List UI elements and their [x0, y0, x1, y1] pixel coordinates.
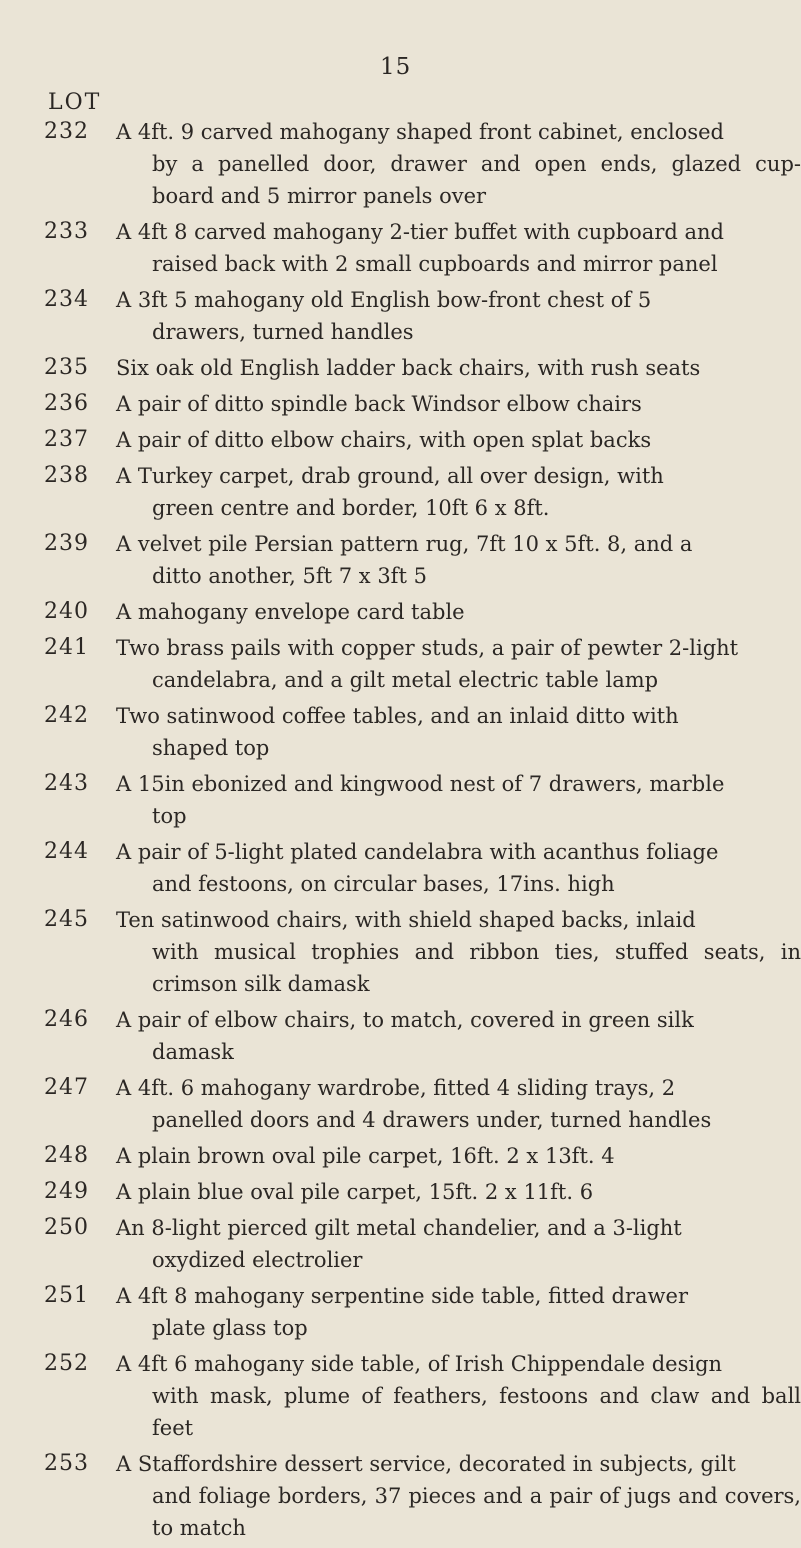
lot-description-first-line: A pair of 5-light plated candelabra with acanthus foliage	[116, 840, 719, 864]
lot-description-continuation: by a panelled door, drawer and open ends, glazed cup- board and 5 mirror panels over	[152, 152, 801, 208]
lot-description	[116, 352, 801, 384]
lot-entry	[0, 836, 801, 900]
lot-description	[116, 1212, 801, 1276]
lot-number: 241	[44, 635, 89, 660]
lot-entry	[0, 1212, 801, 1276]
lot-description-first-line: A 15in ebonized and kingwood nest of 7 drawers, marble	[116, 772, 725, 796]
lot-number: 248	[44, 1143, 89, 1168]
lot-description	[116, 284, 801, 348]
lot-entry	[0, 700, 801, 764]
lot-description-continuation: oxydized electrolier	[152, 1248, 363, 1272]
lot-description	[116, 836, 801, 900]
lot-description	[116, 216, 801, 280]
lot-entry	[0, 596, 801, 628]
lot-description-continuation: drawers, turned handles	[152, 320, 414, 344]
lot-entry	[0, 1004, 801, 1068]
lot-number: 243	[44, 771, 89, 796]
lot-description	[116, 632, 801, 696]
lot-number: 232	[44, 119, 89, 144]
lot-description-first-line: A plain blue oval pile carpet, 15ft. 2 x 11ft. 6	[116, 1180, 594, 1204]
lot-description-continuation: green centre and border, 10ft 6 x 8ft.	[152, 496, 550, 520]
lot-list	[0, 116, 801, 1548]
lot-description-first-line: Two brass pails with copper studs, a pair of pewter 2-light	[116, 636, 739, 660]
lot-entry	[0, 1448, 801, 1544]
lot-description-continuation: top	[152, 804, 187, 828]
page-number: 15	[380, 54, 412, 80]
lot-entry	[0, 904, 801, 1000]
lot-description-first-line: Two satinwood coffee tables, and an inlaid ditto with	[116, 704, 679, 728]
lot-description	[116, 116, 801, 212]
lot-description-continuation: with mask, plume of feathers, festoons and claw and ball feet	[152, 1384, 801, 1440]
lot-description-first-line: Six oak old English ladder back chairs, with rush seats	[116, 356, 701, 380]
lot-description-first-line: A pair of ditto spindle back Windsor elbow chairs	[116, 392, 642, 416]
lot-description-continuation: raised back with 2 small cupboards and mirror panel	[152, 252, 718, 276]
lot-number: 233	[44, 219, 89, 244]
lot-entry	[0, 388, 801, 420]
lot-number: 244	[44, 839, 89, 864]
lot-description-first-line: A Turkey carpet, drab ground, all over design, with	[116, 464, 664, 488]
lot-description	[116, 1280, 801, 1344]
lot-description	[116, 1072, 801, 1136]
lot-number: 249	[44, 1179, 89, 1204]
lot-description-first-line: A velvet pile Persian pattern rug, 7ft 10 x 5ft. 8, and a	[116, 532, 693, 556]
lot-number: 252	[44, 1351, 89, 1376]
lot-description	[116, 1448, 801, 1544]
lot-number: 247	[44, 1075, 89, 1100]
lot-entry	[0, 460, 801, 524]
lot-entry	[0, 284, 801, 348]
lot-number: 242	[44, 703, 89, 728]
lot-number: 235	[44, 355, 89, 380]
lot-description-first-line: A 4ft. 9 carved mahogany shaped front cabinet, enclosed	[116, 120, 724, 144]
lot-entry	[0, 768, 801, 832]
lot-description-continuation: plate glass top	[152, 1316, 308, 1340]
lot-description-first-line: Ten satinwood chairs, with shield shaped backs, inlaid	[116, 908, 696, 932]
lot-description-continuation: panelled doors and 4 drawers under, turned handles	[152, 1108, 712, 1132]
lot-description	[116, 1348, 801, 1444]
lot-number: 236	[44, 391, 89, 416]
lot-number: 253	[44, 1451, 89, 1476]
lot-number: 251	[44, 1283, 89, 1308]
lot-number: 234	[44, 287, 89, 312]
lot-number: 245	[44, 907, 89, 932]
lot-description	[116, 460, 801, 524]
lot-description-first-line: A plain brown oval pile carpet, 16ft. 2 x 13ft. 4	[116, 1144, 615, 1168]
lot-description-continuation: ditto another, 5ft 7 x 3ft 5	[152, 564, 427, 588]
lot-description-first-line: A pair of ditto elbow chairs, with open splat backs	[116, 428, 652, 452]
lot-number: 250	[44, 1215, 89, 1240]
lot-description	[116, 528, 801, 592]
lot-description-continuation: candelabra, and a gilt metal electric table lamp	[152, 668, 659, 692]
lot-description	[116, 596, 801, 628]
lot-description-continuation: damask	[152, 1040, 234, 1064]
lot-description-first-line: A pair of elbow chairs, to match, covered in green silk	[116, 1008, 694, 1032]
lot-column-heading: LOT	[48, 90, 102, 115]
lot-description	[116, 904, 801, 1000]
lot-description-first-line: A 4ft 8 mahogany serpentine side table, fitted drawer	[116, 1284, 688, 1308]
lot-entry	[0, 424, 801, 456]
lot-description	[116, 1140, 801, 1172]
lot-entry	[0, 1348, 801, 1444]
lot-entry	[0, 1072, 801, 1136]
lot-entry	[0, 632, 801, 696]
lot-description	[116, 1004, 801, 1068]
lot-description-continuation: shaped top	[152, 736, 270, 760]
lot-description	[116, 424, 801, 456]
lot-number: 237	[44, 427, 89, 452]
lot-description-first-line: A Staffordshire dessert service, decorated in subjects, gilt	[116, 1452, 736, 1476]
lot-description-first-line: An 8-light pierced gilt metal chandelier, and a 3-light	[116, 1216, 682, 1240]
lot-description-first-line: A 3ft 5 mahogany old English bow-front chest of 5	[116, 288, 652, 312]
lot-number: 239	[44, 531, 89, 556]
lot-entry	[0, 216, 801, 280]
lot-number: 238	[44, 463, 89, 488]
lot-description	[116, 768, 801, 832]
lot-entry	[0, 116, 801, 212]
lot-description	[116, 700, 801, 764]
lot-entry	[0, 1280, 801, 1344]
lot-number: 246	[44, 1007, 89, 1032]
lot-description-first-line: A 4ft. 6 mahogany wardrobe, fitted 4 sliding trays, 2	[116, 1076, 676, 1100]
lot-description-first-line: A mahogany envelope card table	[116, 600, 465, 624]
lot-description-continuation: and festoons, on circular bases, 17ins. high	[152, 872, 615, 896]
lot-entry	[0, 1176, 801, 1208]
lot-number: 240	[44, 599, 89, 624]
lot-entry	[0, 1140, 801, 1172]
lot-entry	[0, 528, 801, 592]
lot-description-continuation: and foliage borders, 37 pieces and a pair of jugs and covers, to match	[152, 1484, 801, 1540]
lot-description	[116, 388, 801, 420]
lot-description-continuation: with musical trophies and ribbon ties, stuffed seats, in crimson silk damask	[152, 940, 801, 996]
lot-description-first-line: A 4ft 8 carved mahogany 2-tier buffet with cupboard and	[116, 220, 724, 244]
lot-description-first-line: A 4ft 6 mahogany side table, of Irish Chippendale design	[116, 1352, 723, 1376]
lot-entry	[0, 352, 801, 384]
lot-description	[116, 1176, 801, 1208]
